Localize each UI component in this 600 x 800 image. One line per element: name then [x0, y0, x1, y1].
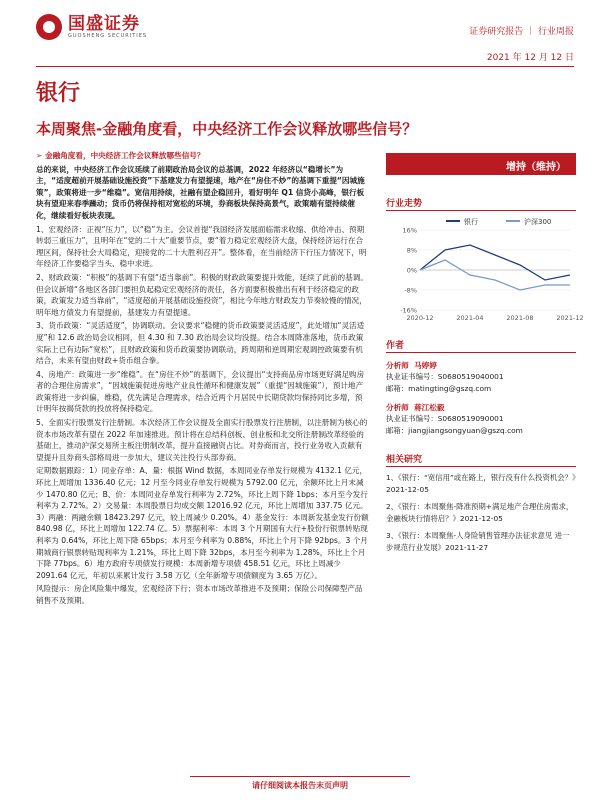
monetary-paragraph: 3、货币政策：“灵活适度”，协调联动。会议要求“稳健的货币政策要灵活适度”，此处增加“灵活适度”和 12.6 政治局会议相同，但 4.30 和 7.30 政治局会议均没提。结合本周降准落地，货币政策实际上已有边际“宽松”，且财政政策和货币政策要协调联动，跨周期和逆周期宏观调控政策要有机结合，未来有望由财政+货币组合拳。: [36, 321, 365, 366]
industry-title: 银行: [36, 81, 81, 106]
trend-divider: [386, 210, 576, 211]
y-tick-label: -16%: [400, 306, 417, 315]
data-tracking-paragraph: 定期数据跟踪：1）同业存单：A、量：根据 Wind 数据，本周同业存单发行规模为 4132.1 亿元，环比上周增加 1336.40 亿元；12 月至今同业存单发行规模为 5792.00 亿元，余额环比上月末减少 1470.80 亿元；B、价：本周同业存单发行利率为 2.72%，环比上周下降 1bps；本月至今发行利率为 2.72%。2）交易量：本周股票日均成交额 12016.92 亿元，环比上周增加 337.75 亿元。3）两融：两融余额 18423.297 亿元，较上周减少 0.20%。4）基金发行：本周新发基金发行份额 840.98 亿，环比上周增加 122.74 亿。5）票据利率：本周 3 个月期国有大行+股份行银票转贴现利率为 0.64%，环比上周下降 65bps；本月至今利率为 0.88%，环比上个月下降 92bps。3 个月期城商行银票转贴现利率为 1.21%，环比上周下降 32bps，本月至今利率为 1.28%，环比上个月下降 77bps。6）地方政府专项债发行规模：本周新增专项债 458.51 亿元，环比上周减少 2091.64 亿元，年初以来累计发行 3.58 万亿（全年新增专项债额度为 3.65 万亿）。: [36, 466, 369, 580]
x-tick-label: 2020-12: [406, 314, 434, 322]
analyst-role: 分析师: [386, 403, 409, 412]
x-tick-label: 2021-04: [456, 314, 484, 322]
related-item[interactable]: 1、《银行：“宽信用”或在路上，银行没有什么投资机会？》2021-12-05: [386, 473, 576, 494]
related-item[interactable]: 3、《银行：本周聚焦-人身险销售管理办法征求意见 进一步规范行业发展》2021-11-27: [386, 531, 570, 552]
footer-notice: 请仔细阅读本报告末页声明: [252, 781, 348, 790]
report-type: 证券研究报告 ｜ 行业周报: [469, 27, 574, 37]
analyst-title: 作者: [386, 341, 405, 351]
analyst-card: [386, 402, 576, 436]
related-title: 相关研究: [386, 455, 423, 465]
report-date: 2021 年 12 月 12 日: [486, 53, 574, 63]
y-tick-label: -8%: [404, 286, 417, 295]
fiscal-paragraph: 2、财政政策：“积极”的基调下有望“适当靠前”。积极的财政政策要提升效能，延续了此前的基调。但会议新增“各地区各部门要担负起稳定宏观经济的责任，各方面要积极推出有利于经济稳定的政策，政策发力适当靠前”，“适度超前开展基础设施投资”，相比今年地方财政发力节奏较慢的情况，明年地方债发力有望提前，基建发力有望提速。: [36, 272, 368, 317]
report-body: [36, 150, 370, 609]
analyst-name: 蒋江松毅: [414, 403, 445, 412]
footer-divider: [190, 776, 410, 777]
analyst-divider: [386, 352, 576, 353]
company-logo-mark: [36, 14, 62, 40]
related-item[interactable]: 2、《银行：本周聚焦-降准预期+满足地产合理住房需求，金融板块行情将启？》2021-12-05: [386, 502, 574, 523]
y-tick-label: 16%: [402, 226, 417, 235]
header-divider: [36, 66, 574, 67]
company-logo: [36, 14, 147, 40]
analyst-license: 执业证书编号：S0680519090001: [386, 414, 504, 423]
analyst-list: [386, 360, 576, 436]
focus-title: ➢ 金融角度看，中央经济工作会议释放哪些信号？: [36, 151, 205, 160]
related-list: [386, 472, 576, 553]
risk-paragraph: 风险提示：房企风险集中爆发，宏观经济下行；资本市场改革推进不及预期；保险公司保障型产品销售不及预期。: [36, 584, 363, 605]
trend-title: 行业走势: [386, 199, 423, 209]
x-tick-label: 2021-12: [556, 314, 584, 322]
trend-chart: [386, 214, 584, 326]
analyst-email: 邮箱：matingting@gszq.com: [386, 383, 492, 393]
analyst-name: 马婷婷: [414, 361, 437, 370]
logo-name-en: GUOSHENG SECURITIES: [68, 33, 148, 39]
report-headline: 本周聚焦-金融角度看，中央经济工作会议释放哪些信号？: [36, 120, 418, 138]
y-tick-label: 0%: [406, 266, 417, 275]
macro-paragraph: 1、宏观经济：正视“压力”，以“稳”为主。会议首提“我国经济发展面临需求收缩、供给冲击、预期转弱三重压力”，且明年在“党的二十大”重要节点，要“着力稳定宏观经济大盘，保持经济运行在合理区间，保持社会大局稳定，迎接党的二十大胜利召开”。整体看，在当前经济下行压力情况下，明年经济工作要稳字当头、稳中求进。: [36, 224, 367, 269]
legend-label: 银行: [464, 218, 478, 226]
analyst-email: 邮箱：jiangjiangsongyuan@gszq.com: [386, 425, 523, 435]
property-paragraph: 4、房地产：政策进一步“维稳”。在“房住不炒”的基调下，会议提出“支持商品房市场更好满足购房者的合理住房需求”，“因城施策促进房地产业良性循环和健康发展”（重提“因城施策”），预计地产政策将进一步纠偏，维稳，优先满足合理需求，结合近两个月居民中长期贷款均保持同比多增，预计明年按揭贷款的投放将保持稳定。: [36, 369, 365, 414]
analyst-role: 分析师: [386, 361, 409, 370]
summary-paragraph: 总的来说，中央经济工作会议延续了前期政治局会议的总基调，2022 年经济以“稳增长”为主，“适度超前开展基础设施投资”下基建发力有望提速，地产在“房住不炒”的基调下重提“因城施策”，政策将进一步“维稳”。宽信用持续，社融有望企稳回升，看好明年 Q1 信贷小高峰，银行板块有望迎来春季躁动；货币仍将保持相对宽松的环境，券商板块保持高景气，政策端有望持续催化，继续看好板块表现。: [36, 164, 365, 220]
x-tick-label: 2021-08: [506, 314, 534, 322]
related-divider: [386, 466, 576, 467]
analyst-card: [386, 360, 576, 394]
rating-badge: 增持（维持）: [386, 153, 576, 175]
legend-label: 沪深300: [524, 218, 552, 226]
analyst-license: 执业证书编号：S0680519040001: [386, 372, 504, 381]
registration-paragraph: 5、全面实行股票发行注册制。本次经济工作会议提及全面实行股票发行注册制，以注册制为核心的资本市场改革有望在 2022 年加速推进。预计将在总结科创板、创业板和北交所注册制改革经验的基础上，推动沪深交易所主板注册制改革，提升直接融资占比。对券商而言，投行业务收入贡献有望提升且券商头部格局进一步加大，建议关注投行头部券商。: [36, 418, 368, 462]
y-tick-label: 8%: [406, 246, 417, 255]
logo-name-cn: 国盛证券: [68, 14, 140, 34]
series-line: [420, 260, 570, 290]
